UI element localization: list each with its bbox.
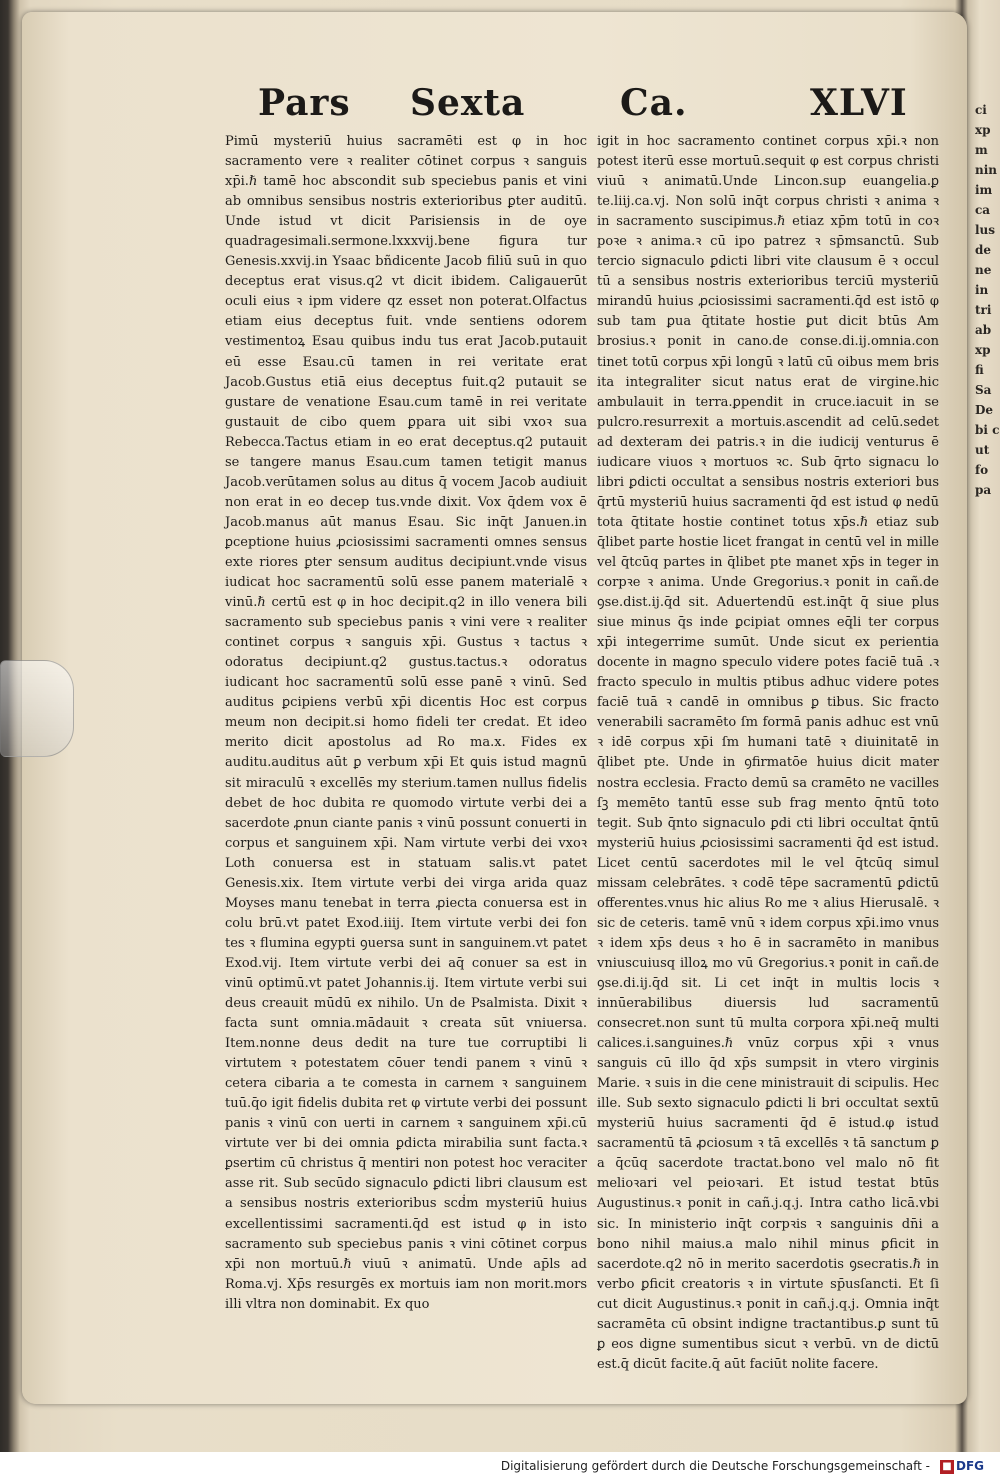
footer-bar <box>0 1452 1000 1480</box>
folio-number: XLVI <box>810 82 908 124</box>
dfg-logo: ■ DFG <box>940 1457 992 1475</box>
header-chapter: Ca. <box>620 82 688 124</box>
dfg-logo-text: DFG <box>956 1459 985 1473</box>
text-column-left <box>225 132 587 1315</box>
running-header <box>258 82 938 132</box>
right-column-text: igit in hoc sacramento continet corpus xp̄i.ꝛ non potest iterū esse mortuū.sequit φ est corpus christi viuū ꝛ animatū.Unde Lincon.sup euangelia.ꝑ te.liij.ca.vj. Non solū inq̄t corpus christi ꝛ anima ꝛ in sacramento suscipimus.ℏ etiaz xp̄m totū in coꝛ poꝛe ꝛ anima.ꝛ cū ipo patrez ꝛ sp̄msanctū. Sub tercio signaculo ꝑdicti libri vite clausum ē ꝛ occul tū a sensibus nostris exterioribus terciū mysteriū mirandū huius ꝓciosissimi sacramenti.q̄d est istō φ sub tam ꝑua q̄titate hostie ꝑut dicit btūs Am brosius.ꝛ ponit in cano.de conse.di.ij.omnia.con tinet totū corpus xp̄i longū ꝛ latū cū oibus mem bris ita integraliter sicut natus erat de virgine.hic ambulauit in terra.ꝑpendit in cruce.iacuit in se pulcro.resurrexit a mortuis.ascendit ad celū.sedet ad dexteram dei patris.ꝛ in die iudicij venturus ē iudicare viuos ꝛ mortuos ꝛc. Sub q̄rto signacu lo libri ꝑdicti occultat a sensibus nostris exteriori bus q̄rtū mysteriū huius sacramenti q̄d est istud φ nedū tota q̄titate hostie continet totus xp̄s.ℏ etiaz sub q̄libet parte hostie licet frangat in centū vel in mille vel q̄tcūq partes in q̄libet pte manet xp̄s in teger in corpꝛe ꝛ anima. Unde Gregorius.ꝛ ponit in cañ.de ꝯse.dist.ij.q̄d sit. Aduertendū est.inq̄t q̄ siue plus siue minus q̄s inde ꝑcipiat omnes eq̄li ter corpus xp̄i integerrime sumūt. Unde sicut ex perientia docente in magno speculo videre potes faciē tuā .ꝛ fracto speculo in multis ptibus adhuc videre potes faciē tuā ꝛ candē in omnibus ꝑ tibus. Sic fracto venerabili sacramēto ſm formā panis adhuc est vnū ꝛ idē corpus xp̄i ſm humani tatē ꝛ diuinitatē in q̄libet pte. Unde in ꝯfirmatōe huius dicit mater nostra ecclesia. Fracto demū sa cramēto ne vacilles ſꝫ memēto tantū esse sub frag mento q̄ntū toto tegit. Sub q̄nto signaculo ꝑdi cti libri occultat q̄ntū mysteriū huius ꝓciosissimi sacramenti q̄d est istud. Licet centū sacerdotes mil le vel q̄tcūq simul missam celebrātes. ꝛ codē tēpe sacramentū ꝑdictū offerentes.vnus hic alius Ro me ꝛ alius Hierusalē. ꝛ sic de ceteris. tamē vnū ꝛ idem corpus xp̄i.imo vnus ꝛ idem xp̄s deus ꝛ ho ē in sacramēto in manibus vniuscuiusq illoꝝ mo vū Gregorius.ꝛ ponit in cañ.de ꝯse.di.ij.q̄d sit. Li cet inq̄t in multis locis ꝛ innūerabilibus diuersis lud sacramentū consecret.non sunt tū multa corpora xp̄i.neq̄ multi calices.i.sanguines.ℏ vnūz corpus xp̄i ꝛ vnus sanguis cū illo q̄d xp̄s sumpsit in vtero virginis Marie. ꝛ suis in die cene ministrauit di scipulis. Hec ille. Sub sexto signaculo ꝑdicti li bri occultat sextū mysteriū huius sacramenti q̄d ē istud.φ istud sacramentū tā ꝓciosum ꝛ tā excellēs ꝛ tā sanctum ꝑ a q̄cūq sacerdote tractat.bono vel malo nō fit melioꝛari vel peioꝛari. Et istud testat btūs Augustinus.ꝛ ponit in cañ.j.q.j. Intra catho licā.vbi sic. In ministerio inq̄t corpꝛis ꝛ sanguinis dn̄i a bono nihil maius.a malo nihil minus ꝑficit in sacerdote.q2 nō in merito sacerdotis ꝯsecratis.ℏ in verbo ꝑficit creatoris ꝛ in virtute sp̄usſancti. Et ſi cut dicit Augustinus.ꝛ ponit in cañ.j.q.j. Omnia inq̄t sacramēta cū obsint indigne tractantibus.ꝑ sunt tū ꝑ eos digne sumentibus sicut ꝛ verbū. vn de dictū est.q̄ dicūt facite.q̄ aūt faciūt nolite facere. <box>597 134 939 1372</box>
header-sexta: Sexta <box>410 82 526 124</box>
page-clip <box>0 660 74 757</box>
text-column-right <box>597 132 939 1375</box>
header-pars: Pars <box>258 82 351 124</box>
funding-credit: Digitalisierung gefördert durch die Deutsche Forschungsgemeinschaft - <box>500 1459 930 1473</box>
facing-page-fragment: ci xp m nin im ca lus de ne in tri ab xp fi Sa De bi c ut fo pa <box>975 103 1000 497</box>
left-column-text: Pimū mysteriū huius sacramēti est φ in hoc sacramento vere ꝛ realiter cōtinet corpus ꝛ sanguis xp̄i.ℏ tamē hoc abscondit sub speciebus panis et vini ab omnibus sensibus nostris exterioribus ꝑter auditū. Unde istud vt dicit Parisiensis in de oye quadragesimali.sermone.lxxxvij.bene figura tur Genesis.xxvij.in Ysaac bñdicente Jacob filiū suū in quo deceptus erat visus.q2 vt dicit ibidem. Caligauerūt oculi eius ꝛ ipm videre qz esset non poterat.Olfactus etiam eius deceptus fuit. vnde sentiens odorem vestimentoꝝ Esau quibus indu tus erat Jacob.putauit eū esse Esau.cū tamen in rei veritate erat Jacob.Gustus etiā eius deceptus fuit.q2 putauit se gustare de venatione Esau.cum tamē in rei veritate gustauit de cibo quem ꝑpara uit sibi vxoꝛ sua Rebecca.Tactus etiam in eo erat deceptus.q2 putauit se tangere manus Esau.cum tamen tetigit manus Jacob.verūtamen solus au ditus q̄ vocem Jacob audiuit non erat in eo decep tus.vnde dixit. Vox q̄dem vox ē Jacob.manus aūt manus Esau. Sic inq̄t Januen.in ꝑceptione huius ꝓciosissimi sacramenti omnes sensus exte riores ꝑter sensum auditus decipiunt.vnde visus iudicat hoc sacramentū solū esse panem materialē ꝛ vinū.ℏ certū est φ in hoc decipit.q2 in illo venera bili sacramento sub speciebus panis ꝛ vini vere ꝛ realiter continet corpus ꝛ sanguis xp̄i. Gustus ꝛ tactus ꝛ odoratus decipiunt.q2 gustus.tactus.ꝛ odoratus iudicant hoc sacramentū solū esse panē ꝛ vinū. Sed auditus ꝑcipiens verbū xp̄i dicentis Hoc est corpus meum non decipit.si homo fideli ter credat. Et ideo merito dicit apostolus ad Ro ma.x. Fides ex auditu.auditus aūt ꝑ verbum xp̄i Et ꝗuis istud magnū sit miraculū ꝛ excellēs my sterium.tamen nullus fidelis debet de hoc dubita re quomodo virtute verbi dei a sacerdote ꝓnun ciante panis ꝛ vinū possunt conuerti in corpus et sanguinem xp̄i. Nam virtute verbi dei vxoꝛ Loth conuersa est in statuam salis.vt patet Genesis.xix. Item virtute verbi dei virga arida quaz Moyses manu tenebat in terra ꝓiecta conuersa est in colu brū.vt patet Exod.iiij. Item virtute verbi dei fon tes ꝛ flumina egypti ꝯuersa sunt in sanguinem.vt patet Exod.vij. Item virtute verbi dei aq̄ conuer sa est in vinū optimū.vt patet Johannis.ij. Item virtute verbi sui deus creauit mūdū ex nihilo. Un de Psalmista. Dixit ꝛ facta sunt omnia.mādauit ꝛ creata sūt vniuersa. Item.nonne deus dedit na ture tue corruptibi li virtutem ꝛ potestatem cōuer tendi panem ꝛ vinū ꝛ cetera cibaria a te comesta in carnem ꝛ sanguinem tuū.q̄o igit fidelis dubita ret φ virtute verbi dei possunt panis ꝛ vinū con uerti in carnem ꝛ sanguinem xp̄i.cū virtute ver bi dei omnia ꝑdicta mirabilia sunt facta.ꝛ ꝑsertim cū christus q̄ mentiri non potest hoc veraciter asse rit. Sub secūdo signaculo ꝑdicti libri clausum est a sensibus nostris exterioribus scḋm mysteriū huius excellentissimi sacramenti.q̄d est istud φ in isto sacramento sub speciebus panis ꝛ vini cōtinet corpus xp̄i non mortuū.ℏ viuū ꝛ animatū. Unde ap̄ls ad Roma.vj. Xp̄s resurgēs ex mortuis iam non morit.mors illi vltra non dominabit. Ex quo <box>225 134 587 1312</box>
